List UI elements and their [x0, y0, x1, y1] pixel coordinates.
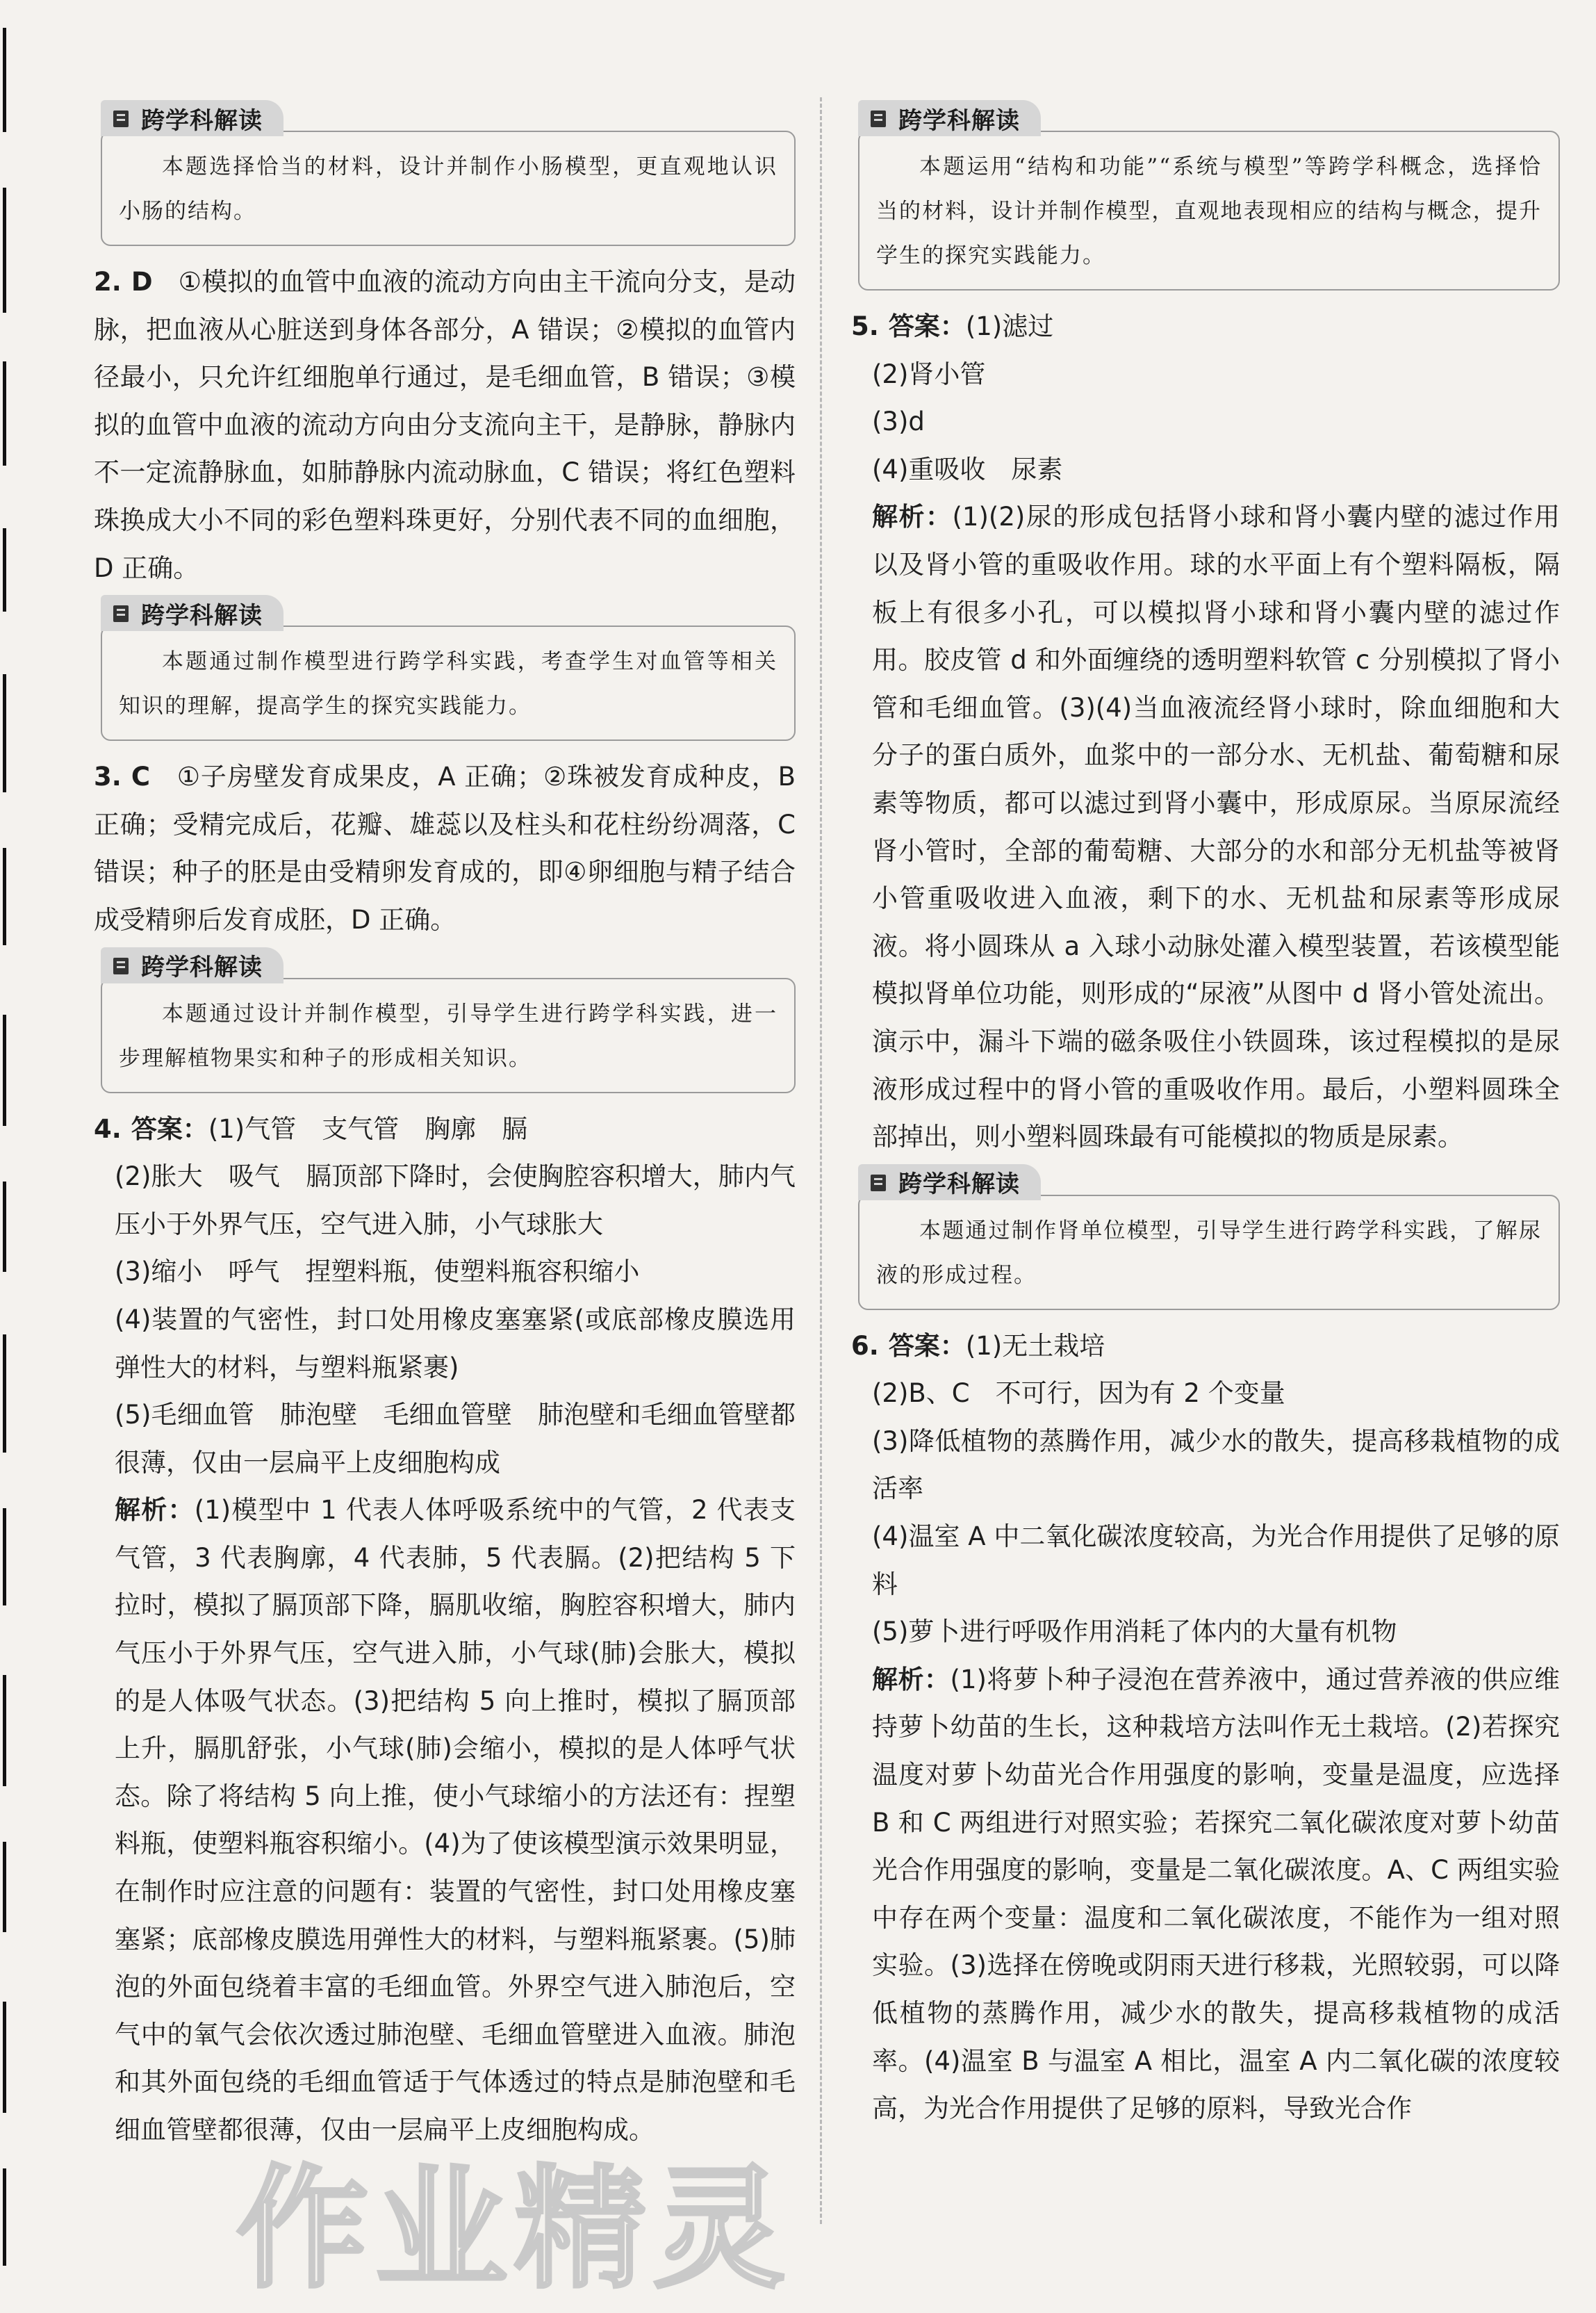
question-4-answer-5: (5)毛细血管 肺泡壁 毛细血管壁 肺泡壁和毛细血管壁都很薄，仅由一层扁平上皮细胞构成: [115, 1400, 796, 1478]
question-number: 5.: [851, 311, 879, 341]
question-4-answer-2: (2)胀大 吸气 膈顶部下降时，会使胸腔容积增大，肺内气压小于外界气压，空气进入肺，小气球胀大: [115, 1161, 796, 1239]
box-body: [101, 626, 796, 741]
question-3: [94, 753, 796, 944]
cross-discipline-box: [101, 100, 796, 246]
analysis-text: (1)将萝卜种子浸泡在营养液中，通过营养液的供应维持萝卜幼苗的生长，这种栽培方法叫作无土栽培。(2)若探究温度对萝卜幼苗光合作用强度的影响，变量是温度，应选择 B 和 C 两组进行对照实验；若探究二氧化碳浓度对萝卜幼苗光合作用强度的影响，变量是二氧化碳浓度。A、C 两组实验中存在两个变量：温度和二氧化碳浓度，不能作为一组对照实验。(3)选择在傍晚或阴雨天进行移栽，光照较弱，可以降低植物的蒸腾作用，减少水的散失，提高移栽植物的成活率。(4)温室 B 与温室 A 相比，温室 A 内二氧化碳的浓度较高，为光合作用提供了足够的原料，导致光合作: [872, 1664, 1560, 2124]
box-body: [101, 978, 796, 1093]
answer-letter: D: [131, 267, 153, 297]
box-title: 跨学科解读: [141, 954, 263, 982]
box-title: 跨学科解读: [898, 106, 1020, 135]
book-icon: [113, 955, 131, 976]
question-number: 4.: [94, 1113, 122, 1144]
answer-label: 答案：: [888, 1330, 966, 1361]
question-6-analysis: [851, 1656, 1560, 2133]
answer-label: 答案：: [888, 311, 966, 341]
box-text: 本题选择恰当的材料，设计并制作小肠模型，更直观地认识小肠的结构。: [119, 154, 778, 224]
box-tab: [858, 100, 1041, 136]
analysis-label: 解析：: [872, 1664, 951, 1694]
analysis-text: (1)模型中 1 代表人体呼吸系统中的气管，2 代表支气管，3 代表胸廓，4 代表肺，5 代表膈。(2)把结构 5 下拉时，模拟了膈顶部下降，膈肌收缩，胸腔容积增大，肺内气压小于外界气压，空气进入肺，小气球(肺)会胀大，模拟的是人体吸气状态。(3)把结构 5 向上推时，模拟了膈顶部上升，膈肌舒张，小气球(肺)会缩小，模拟的是人体呼气状态。除了将结构 5 向上推，使小气球缩小的方法还有：捏塑料瓶，使塑料瓶容积缩小。(4)为了使该模型演示效果明显，在制作时应注意的问题有：装置的气密性，封口处用橡皮塞塞紧；底部橡皮膜选用弹性大的材料，与塑料瓶紧裹。(5)肺泡的外面包绕着丰富的毛细血管。外界空气进入肺泡后，空气中的氧气会依次透过肺泡壁、毛细血管壁进入血液。肺泡和其外面包绕的毛细血管适于气体透过的特点是肺泡壁和毛细血管壁都很薄，仅由一层扁平上皮细胞构成。: [115, 1495, 796, 2145]
question-text: ①子房壁发育成果皮，A 正确；②珠被发育成种皮，B 正确；受精完成后，花瓣、雄蕊以及柱头和花柱纷纷凋落，C 错误；种子的胚是由受精卵发育成的，即④卵细胞与精子结合成受精卵后发育成胚，D 正确。: [94, 762, 796, 935]
column-divider: [820, 97, 822, 2224]
analysis-text: (1)(2)尿的形成包括肾小球和肾小囊内壁的滤过作用以及肾小管的重吸收作用。球的水平面上有个塑料隔板，隔板上有很多小孔，可以模拟肾小球和肾小囊内壁的滤过作用。胶皮管 d 和外面缠绕的透明塑料软管 c 分别模拟了肾小管和毛细血管。(3)(4)当血液流经肾小球时，除血细胞和大分子的蛋白质外，血浆中的一部分水、无机盐、葡萄糖和尿素等物质，都可以滤过到肾小囊中，形成原尿。当原尿流经肾小管时，全部的葡萄糖、大部分的水和部分无机盐等被肾小管重吸收进入血液，剩下的水、无机盐和尿素等形成尿液。将小圆珠从 a 入球小动脉处灌入模型装置，若该模型能模拟肾单位功能，则形成的“尿液”从图中 d 肾小管处流出。演示中，漏斗下端的磁条吸住小铁圆珠，该过程模拟的是尿液形成过程中的肾小管的重吸收作用。最后，小塑料圆珠全部掉出，则小塑料圆珠最有可能模拟的物质是尿素。: [872, 502, 1561, 1152]
box-text: 本题通过制作模型进行跨学科实践，考查学生对血管等相关知识的理解，提高学生的探究实践能力。: [119, 649, 778, 719]
question-2: [94, 259, 796, 592]
book-icon: [113, 603, 131, 623]
question-6-answer-5: (5)萝卜进行呼吸作用消耗了体内的大量有机物: [872, 1617, 1397, 1647]
cross-discipline-box: [858, 1164, 1560, 1310]
question-4-answer-1: [94, 1106, 796, 1154]
cross-discipline-box: [101, 595, 796, 741]
question-text: ①模拟的血管中血液的流动方向由主干流向分支，是动脉，把血液从心脏送到身体各部分，A 错误；②模拟的血管内径最小，只允许红细胞单行通过，是毛细血管，B 错误；③模拟的血管中血液的流动方向由分支流向主干，是静脉，静脉内不一定流静脉血，如肺静脉内流动脉血，C 错误；将红色塑料珠换成大小不同的彩色塑料珠更好，分别代表不同的血细胞，D 正确。: [94, 267, 796, 583]
answer-text: (1)滤过: [965, 311, 1054, 341]
box-title: 跨学科解读: [141, 601, 263, 630]
question-4-answer-3: (3)缩小 呼气 捏塑料瓶，使塑料瓶容积缩小: [115, 1257, 640, 1287]
box-body: [858, 131, 1560, 291]
box-tab: [101, 947, 283, 983]
answer-label: 答案：: [131, 1113, 208, 1144]
box-title: 跨学科解读: [898, 1170, 1020, 1199]
watermark: 作业精灵: [236, 2152, 793, 2306]
question-6-answer-3: (3)降低植物的蒸腾作用，减少水的散失，提高移栽植物的成活率: [872, 1425, 1560, 1504]
book-icon: [113, 108, 131, 129]
question-5-answer-2: (2)肾小管: [872, 359, 986, 389]
box-body: [101, 131, 796, 246]
box-text: 本题通过设计并制作模型，引导学生进行跨学科实践，进一步理解植物果实和种子的形成相关知识。: [119, 1001, 778, 1071]
box-tab: [101, 100, 283, 136]
book-icon: [871, 1172, 889, 1193]
box-tab: [858, 1164, 1041, 1200]
question-6-answer-2: (2)B、C 不可行，因为有 2 个变量: [872, 1378, 1285, 1409]
book-icon: [871, 108, 889, 129]
box-title: 跨学科解读: [141, 106, 263, 135]
question-5-analysis: [851, 493, 1560, 1161]
box-body: [858, 1195, 1560, 1310]
question-number: 2.: [94, 267, 122, 297]
answer-text: (1)气管 支气管 胸廓 膈: [208, 1113, 528, 1144]
box-text: 本题运用“结构和功能”“系统与模型”等跨学科概念，选择恰当的材料，设计并制作模型，直观地表现相应的结构与概念，提升学生的探究实践能力。: [876, 154, 1542, 268]
question-6-answer-4: (4)温室 A 中二氧化碳浓度较高，为光合作用提供了足够的原料: [872, 1521, 1560, 1599]
analysis-label: 解析：: [115, 1495, 195, 1526]
cross-discipline-box: [858, 100, 1560, 291]
question-5-answer-3: (3)d: [872, 407, 925, 437]
cross-discipline-box: [101, 947, 796, 1093]
binding-edge-marks: [3, 28, 8, 2280]
analysis-label: 解析：: [872, 502, 953, 532]
question-number: 3.: [94, 762, 122, 792]
right-column: [851, 97, 1560, 2133]
question-4-analysis: [94, 1487, 796, 2154]
question-5-answer-4: (4)重吸收 尿素: [872, 454, 1063, 484]
box-tab: [101, 595, 283, 631]
question-6-answer-1: [851, 1323, 1560, 1371]
left-column: [94, 97, 796, 2155]
question-number: 6.: [851, 1330, 879, 1361]
answer-letter: C: [131, 762, 150, 792]
answer-text: (1)无土栽培: [965, 1330, 1105, 1361]
question-5-answer-1: [851, 303, 1560, 351]
box-text: 本题通过制作肾单位模型，引导学生进行跨学科实践，了解尿液的形成过程。: [876, 1218, 1542, 1288]
question-4-answer-4: (4)装置的气密性，封口处用橡皮塞塞紧(或底部橡皮膜选用弹性大的材料，与塑料瓶紧裹): [115, 1304, 796, 1382]
